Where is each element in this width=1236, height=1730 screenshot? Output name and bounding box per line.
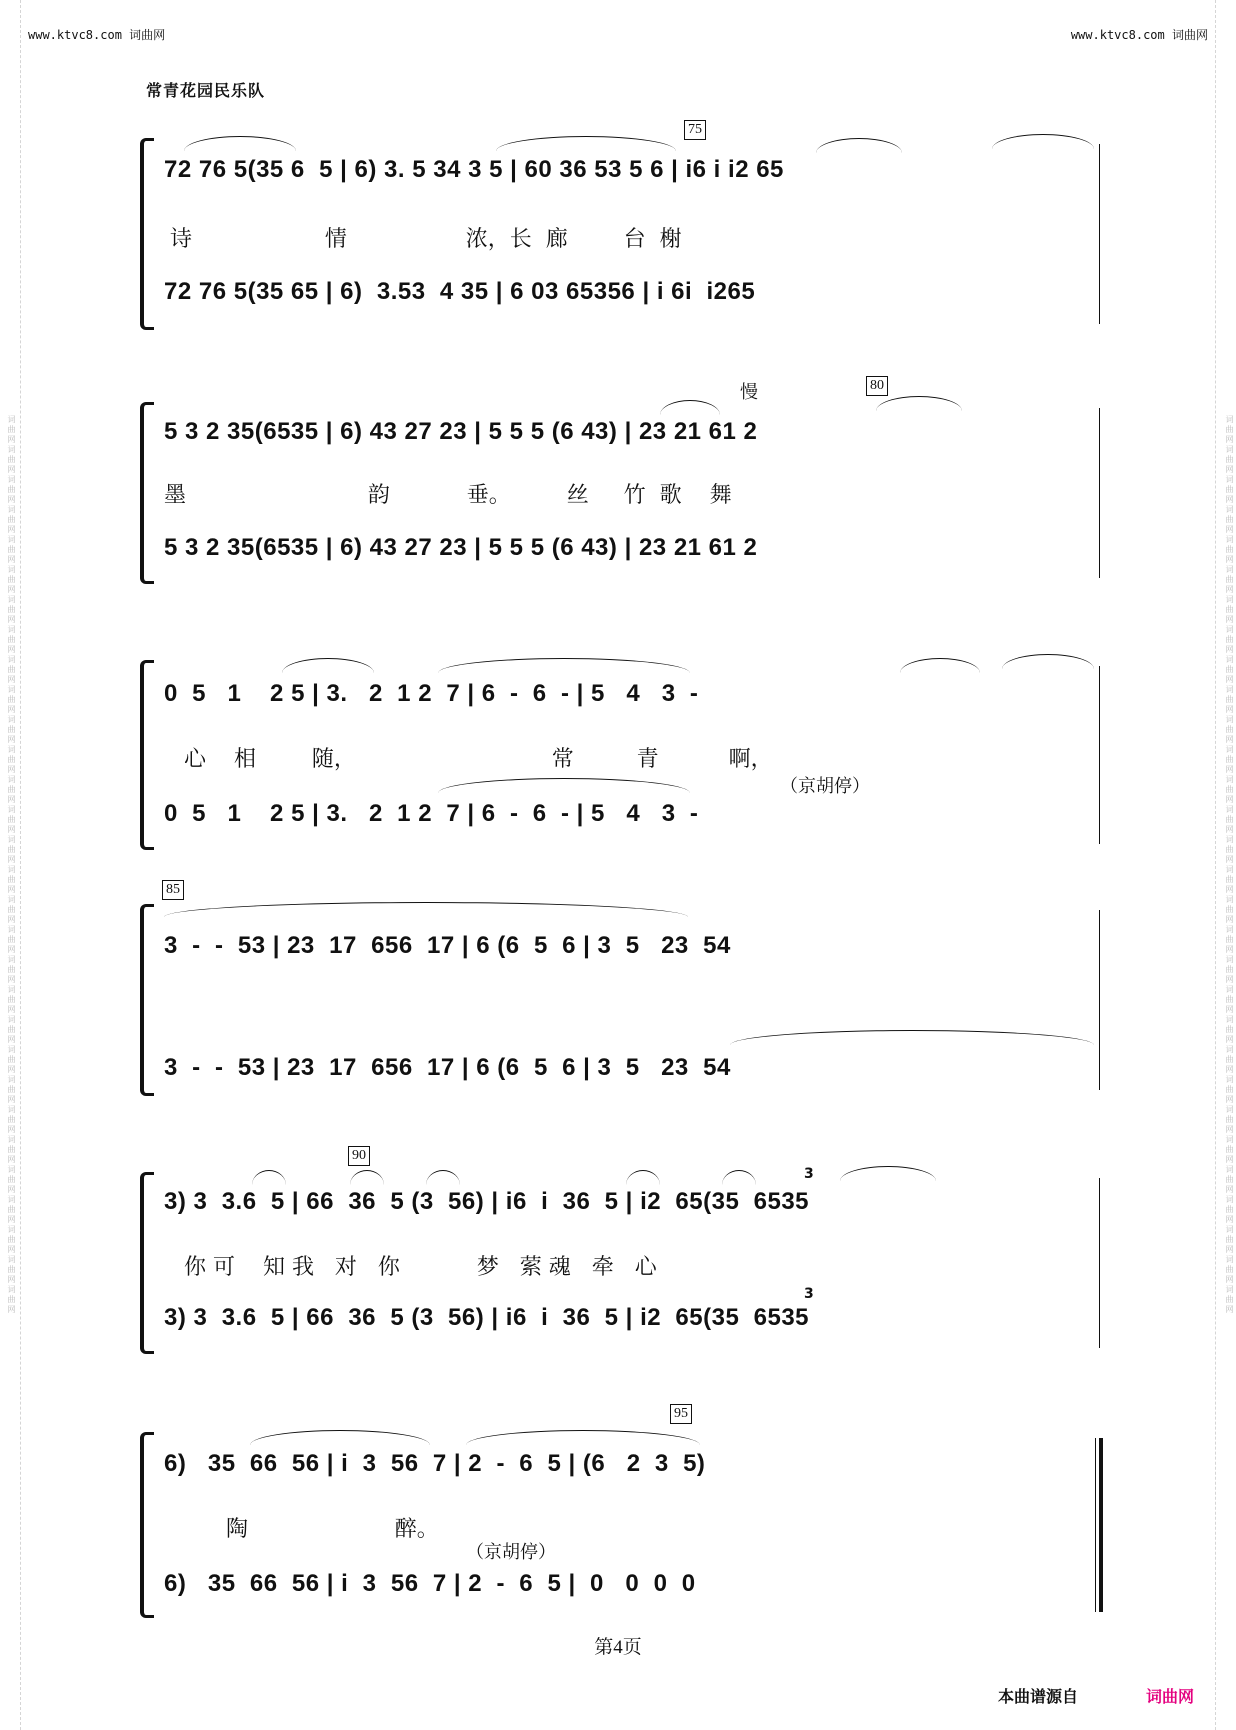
slur <box>164 902 688 917</box>
system-end-barline <box>1099 144 1100 324</box>
lyrics-line: 心 相 随， 常 青 啊， <box>170 747 773 772</box>
tempo-marking: 慢 <box>740 382 758 403</box>
system-brace <box>140 660 154 850</box>
source-label: 本曲谱源自 <box>998 1687 1079 1706</box>
slur <box>282 658 374 673</box>
brand-logo-text[interactable]: 词曲网 <box>1146 1687 1195 1706</box>
slur <box>184 136 296 151</box>
measure-number: 85 <box>162 880 184 900</box>
score-line-upper: 3) 3 3.6 5 | 66 36 5 (3 56) | i6 i 36 5 | i2 65(35 6535 <box>164 1188 810 1215</box>
header-right <box>1071 26 1208 43</box>
measure-number: 90 <box>348 1146 370 1166</box>
score-line-lower: 3) 3 3.6 5 | 66 36 5 (3 56) | i6 i 36 5 | i2 65(35 6535 <box>164 1304 810 1331</box>
score-system-1 <box>140 122 1100 330</box>
triplet-mark: 3 <box>804 1286 814 1302</box>
triplet-mark: 3 <box>804 1166 814 1182</box>
system-brace <box>140 904 154 1096</box>
score-line-lower: 72 76 5(35 65 | 6) 3.53 4 35 | 6 03 65356 | i 6i i265 <box>164 278 756 305</box>
slur <box>426 1170 460 1185</box>
direction-text: （京胡停） <box>466 1542 556 1563</box>
slur <box>626 1170 660 1185</box>
score-line-lower: 5 3 2 35(6535 | 6) 43 27 23 | 5 5 5 (6 43) | 23 21 61 2 <box>164 534 758 561</box>
lyrics-line: 墨 韵 垂。 丝 竹 歌 舞 <box>164 483 732 508</box>
slur <box>438 778 690 793</box>
slur <box>722 1170 756 1185</box>
score-system-2 <box>140 378 1100 584</box>
lyrics-line: 你 可 知 我 对 你 梦 萦 魂 牵 心 <box>170 1255 657 1280</box>
lyrics-line: 陶 醉。 <box>170 1517 439 1542</box>
system-end-barline <box>1099 910 1100 1090</box>
system-end-barline <box>1099 408 1100 578</box>
right-watermark: 词曲网词曲网词曲网词曲网词曲网词曲网词曲网词曲网词曲网词曲网词曲网词曲网词曲网词曲网词曲网词曲网词曲网词曲网词曲网词曲网词曲网词曲网词曲网词曲网词曲网词曲网词曲网词曲网词曲网词曲网 <box>1225 415 1234 1315</box>
slur <box>496 136 676 151</box>
system-brace <box>140 138 154 330</box>
score-line-upper: 6) 35 66 56 | i 3 56 7 | 2 - 6 5 | (6 2 3 5) <box>164 1450 706 1477</box>
header-right-site: 词曲网 <box>1171 28 1208 42</box>
ensemble-name: 常青花园民乐队 <box>146 81 266 100</box>
page-number: 第4页 <box>594 1637 642 1658</box>
slur <box>816 138 902 153</box>
slur <box>438 658 690 673</box>
score-line-lower: 3 - - 53 | 23 17 656 17 | 6 (6 5 6 | 3 5 23 54 <box>164 1054 731 1081</box>
slur <box>252 1170 286 1185</box>
score-system-5 <box>140 1148 1100 1354</box>
score-system-4 <box>140 882 1100 1096</box>
system-brace <box>140 1172 154 1354</box>
lyrics-line: 诗 情 浓，长 廊 台 榭 <box>170 227 682 252</box>
header-left <box>28 26 165 43</box>
header-left-url[interactable]: www.ktvc8.com <box>28 28 122 42</box>
score-line-lower: 0 5 1 2 5 | 3. 2 1 2 7 | 6 - 6 - | 5 4 3 - <box>164 800 699 827</box>
left-margin-rule <box>20 0 21 1730</box>
slur <box>250 1430 430 1445</box>
final-double-barline <box>1095 1438 1096 1612</box>
slur <box>466 1430 700 1445</box>
slur <box>900 658 980 673</box>
score-line-upper: 72 76 5(35 6 5 | 6) 3. 5 34 3 5 | 60 36 53 5 6 | i6 i i2 65 <box>164 156 784 183</box>
score-line-upper: 5 3 2 35(6535 | 6) 43 27 23 | 5 5 5 (6 43) | 23 21 61 2 <box>164 418 758 445</box>
score-line-lower: 6) 35 66 56 | i 3 56 7 | 2 - 6 5 | 0 0 0 0 <box>164 1570 696 1597</box>
measure-number: 95 <box>670 1404 692 1424</box>
header-right-url[interactable]: www.ktvc8.com <box>1070 28 1165 42</box>
slur <box>992 134 1094 149</box>
slur <box>730 1030 1094 1045</box>
system-brace <box>140 1432 154 1618</box>
score-line-upper: 3 - - 53 | 23 17 656 17 | 6 (6 5 6 | 3 5 23 54 <box>164 932 731 959</box>
system-brace <box>140 402 154 584</box>
slur <box>660 400 720 415</box>
system-end-barline <box>1099 1178 1100 1348</box>
direction-text: （京胡停） <box>780 776 870 797</box>
score-system-3 <box>140 660 1100 850</box>
header-left-site: 词曲网 <box>129 28 166 42</box>
slur <box>876 396 962 411</box>
measure-number: 80 <box>866 376 888 396</box>
system-end-barline <box>1099 666 1100 844</box>
slur <box>840 1166 936 1181</box>
slur <box>350 1170 384 1185</box>
measure-number: 75 <box>684 120 706 140</box>
left-watermark: 词曲网词曲网词曲网词曲网词曲网词曲网词曲网词曲网词曲网词曲网词曲网词曲网词曲网词曲网词曲网词曲网词曲网词曲网词曲网词曲网词曲网词曲网词曲网词曲网词曲网词曲网词曲网词曲网词曲网词曲网 <box>7 415 16 1315</box>
score-system-6 <box>140 1406 1100 1618</box>
slur <box>1002 654 1094 669</box>
score-line-upper: 0 5 1 2 5 | 3. 2 1 2 7 | 6 - 6 - | 5 4 3 - <box>164 680 699 707</box>
right-margin-rule <box>1215 0 1216 1730</box>
